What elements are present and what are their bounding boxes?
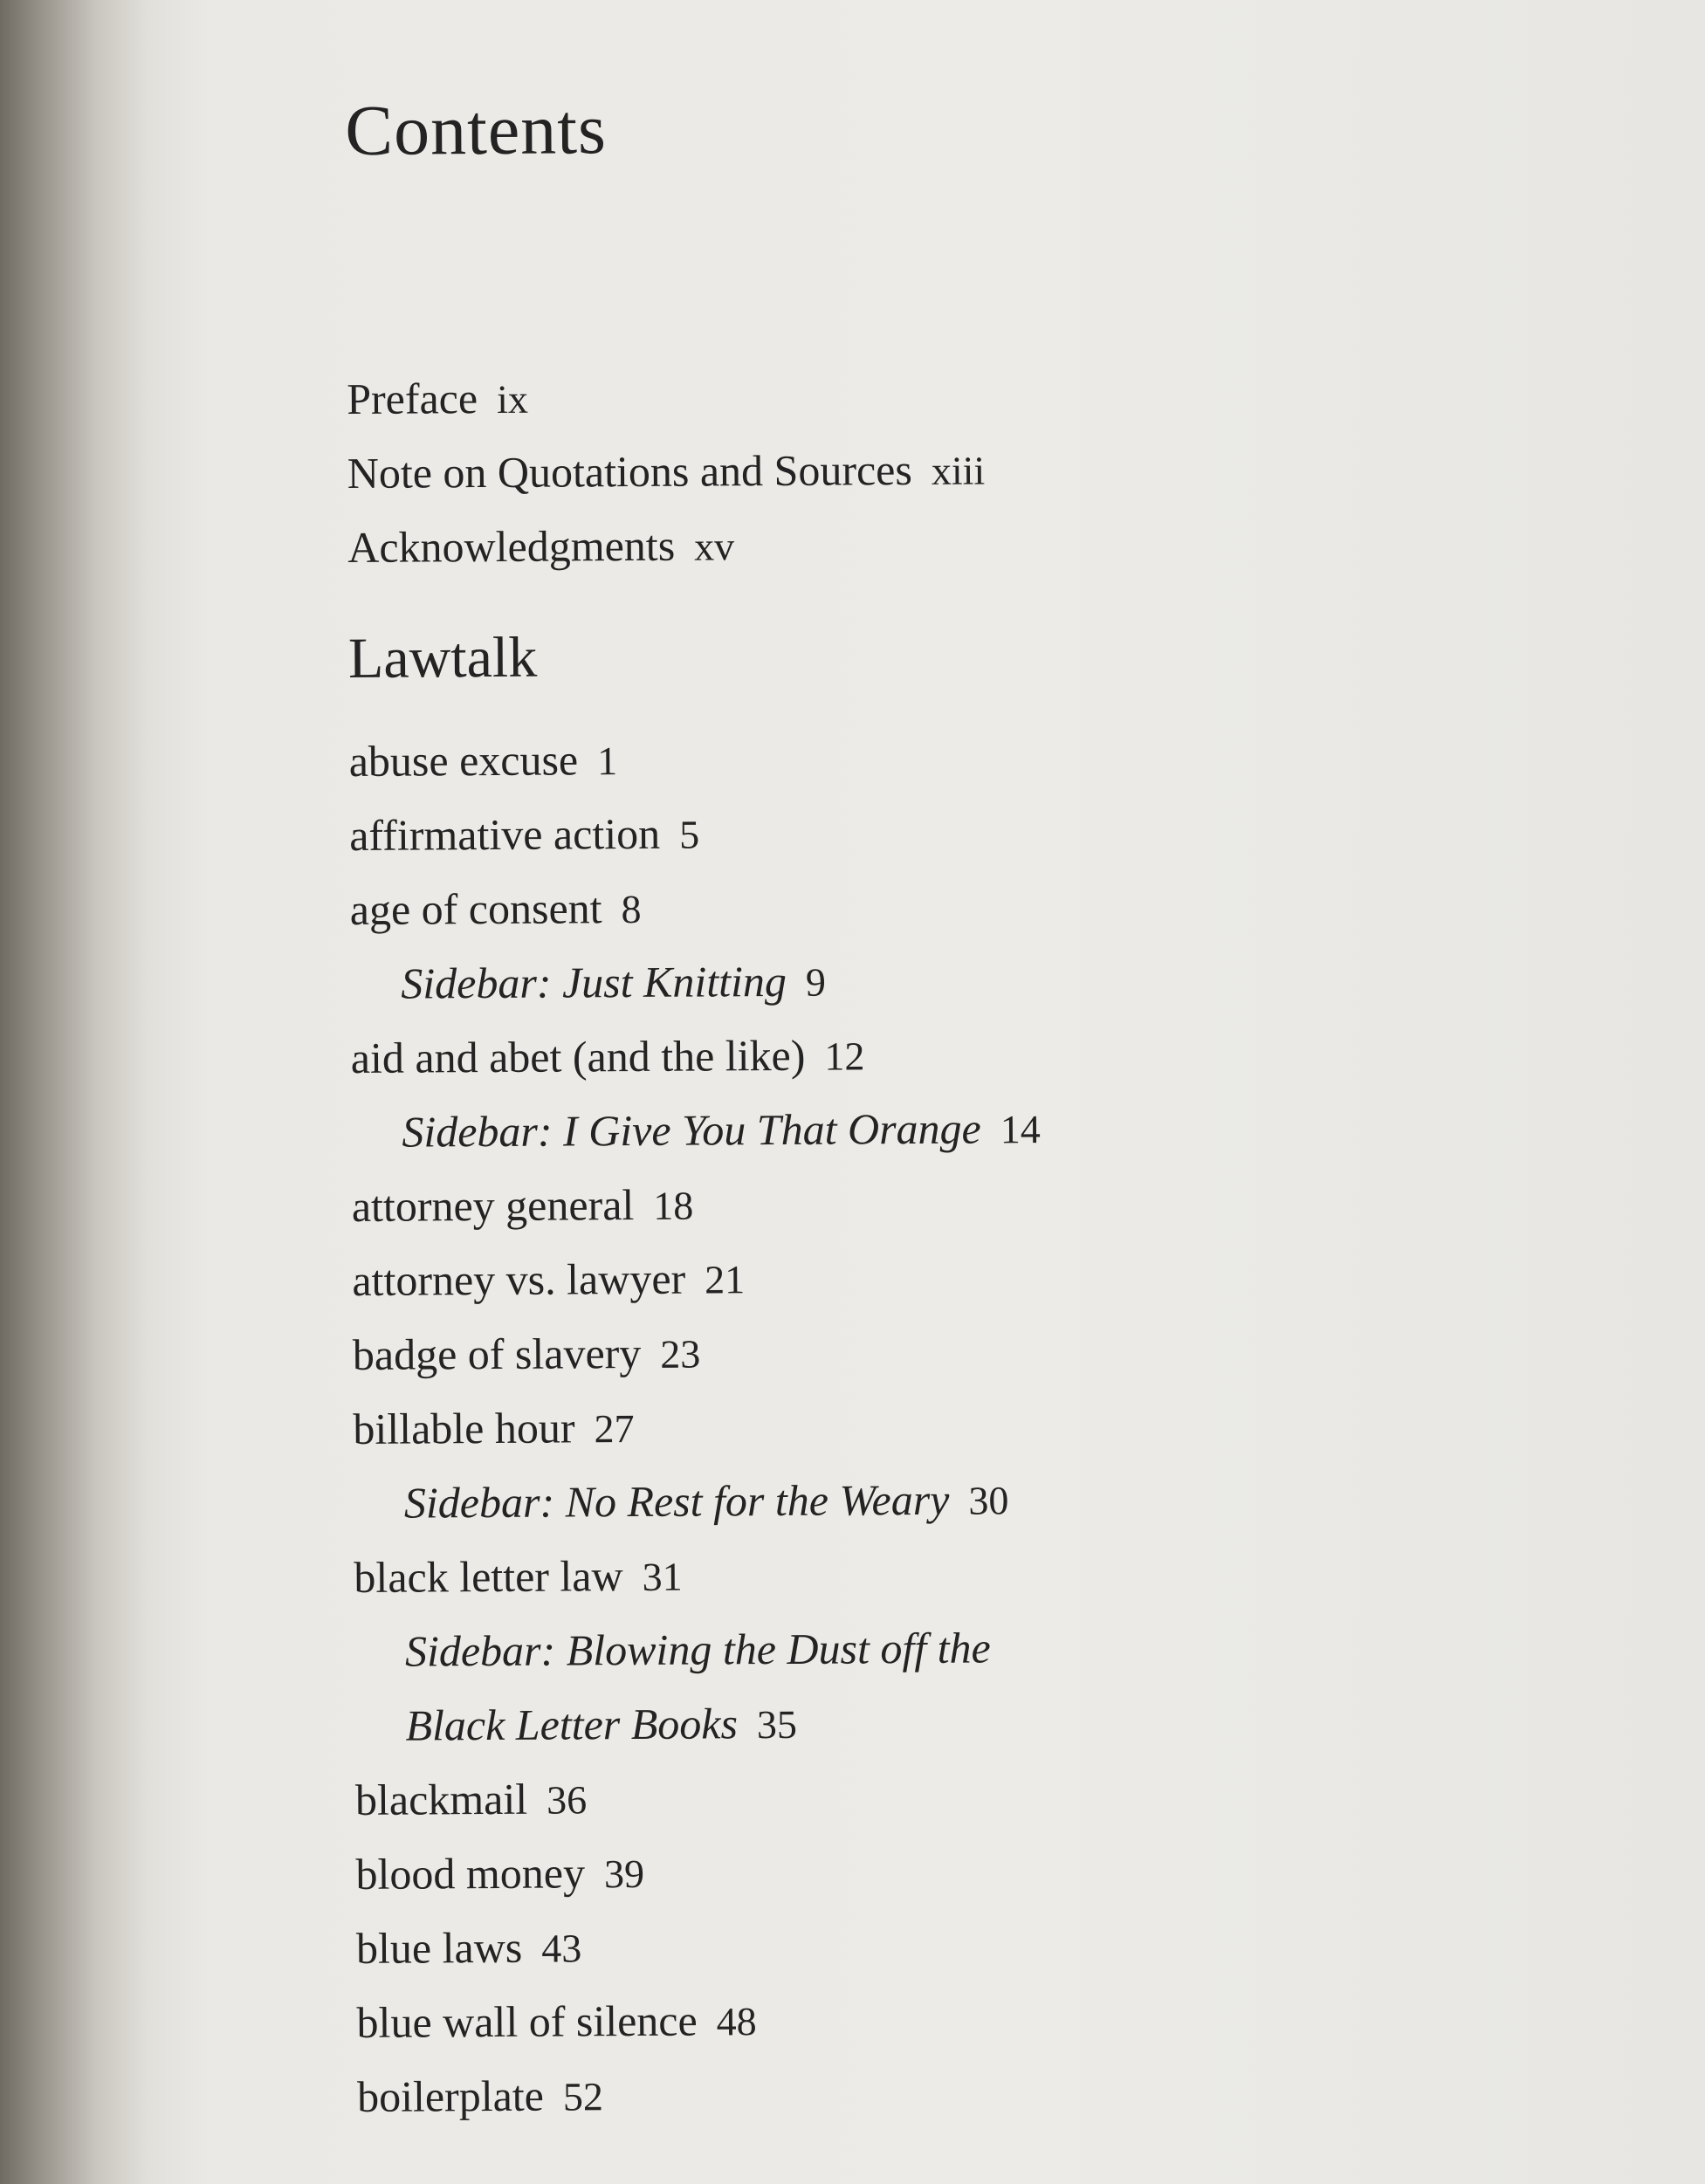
list-item (355, 1830, 1490, 1912)
entry-page-number: 39 (603, 1851, 645, 1897)
entry-page-number: 5 (678, 812, 700, 857)
entry-page-number: 30 (968, 1478, 1009, 1523)
entry-label: blue wall of silence (356, 1995, 698, 2047)
entry-page-number: 21 (705, 1257, 746, 1302)
list-item (349, 792, 1484, 873)
entry-page-number: 48 (716, 1999, 757, 2044)
list-item (352, 1163, 1487, 1244)
entry-label: Sidebar: Blowing the Dust off the (404, 1623, 991, 1676)
sidebar-list-item (350, 940, 1485, 1021)
entry-label: billable hour (353, 1403, 575, 1453)
list-item (354, 1534, 1488, 1615)
entry-page-number: 8 (621, 886, 642, 932)
entry-label: Preface (347, 374, 478, 423)
sidebar-list-item (354, 1459, 1488, 1541)
entry-page-number: 36 (547, 1777, 588, 1823)
entry-label: attorney general (351, 1180, 635, 1231)
entry-label: age of consent (349, 883, 602, 934)
entry-page-number: 1 (596, 738, 618, 784)
entry-label: blood money (355, 1848, 586, 1899)
entry-label: boilerplate (356, 2071, 545, 2121)
entry-page-number: 12 (824, 1034, 865, 1079)
entry-page-number: ix (496, 376, 529, 422)
table-of-contents (345, 76, 1492, 2134)
section-title: Lawtalk (347, 625, 538, 690)
entry-label: abuse excuse (348, 735, 579, 786)
entry-page-number: 18 (653, 1183, 694, 1228)
sidebar-list-item (354, 1608, 1489, 1689)
entry-page-number: 14 (1000, 1107, 1041, 1152)
entry-label: blue laws (355, 1922, 523, 1973)
entry-label: black letter law (354, 1551, 623, 1602)
entry-label: Note on Quotations and Sources (347, 445, 913, 498)
list-item (348, 718, 1483, 799)
entry-list (348, 718, 1492, 2134)
entry-page-number: 43 (541, 1926, 582, 1971)
entry-page-number: 31 (642, 1554, 683, 1599)
list-item (350, 866, 1485, 947)
list-item (356, 1905, 1491, 1986)
entry-page-number: 23 (660, 1331, 701, 1377)
front-matter-list (347, 355, 1483, 585)
entry-page-number: 9 (805, 959, 827, 1005)
entry-label: affirmative action (349, 808, 661, 860)
list-item (353, 1311, 1488, 1392)
sidebar-list-item (351, 1089, 1486, 1170)
page-title: Contents (345, 89, 608, 170)
list-item (352, 1237, 1487, 1318)
list-item (357, 2053, 1492, 2134)
entry-label: Sidebar: I Give You That Orange (402, 1103, 981, 1157)
front-matter-item (347, 504, 1482, 585)
list-item (355, 1756, 1490, 1837)
entry-label: aid and abet (and the like) (350, 1030, 806, 1082)
list-item (353, 1385, 1488, 1466)
entry-label: Sidebar: Just Knitting (401, 956, 787, 1008)
entry-page-number: 27 (594, 1406, 635, 1452)
entry-page-number: 52 (562, 2074, 604, 2119)
entry-label: badge of slavery (352, 1328, 642, 1379)
entry-page-number: xv (694, 524, 735, 569)
entry-label: Acknowledgments (347, 520, 676, 572)
list-item (356, 1979, 1491, 2060)
sidebar-list-item (354, 1682, 1489, 1763)
entry-label: attorney vs. lawyer (352, 1253, 686, 1305)
entry-label: blackmail (354, 1774, 528, 1824)
front-matter-item (347, 355, 1482, 436)
entry-page-number: xiii (931, 448, 986, 493)
list-item (351, 1014, 1486, 1095)
entry-label: Black Letter Books (405, 1699, 739, 1750)
entry-page-number: 35 (756, 1701, 798, 1748)
entry-label: Sidebar: No Rest for the Weary (403, 1474, 950, 1528)
front-matter-item (347, 429, 1482, 511)
